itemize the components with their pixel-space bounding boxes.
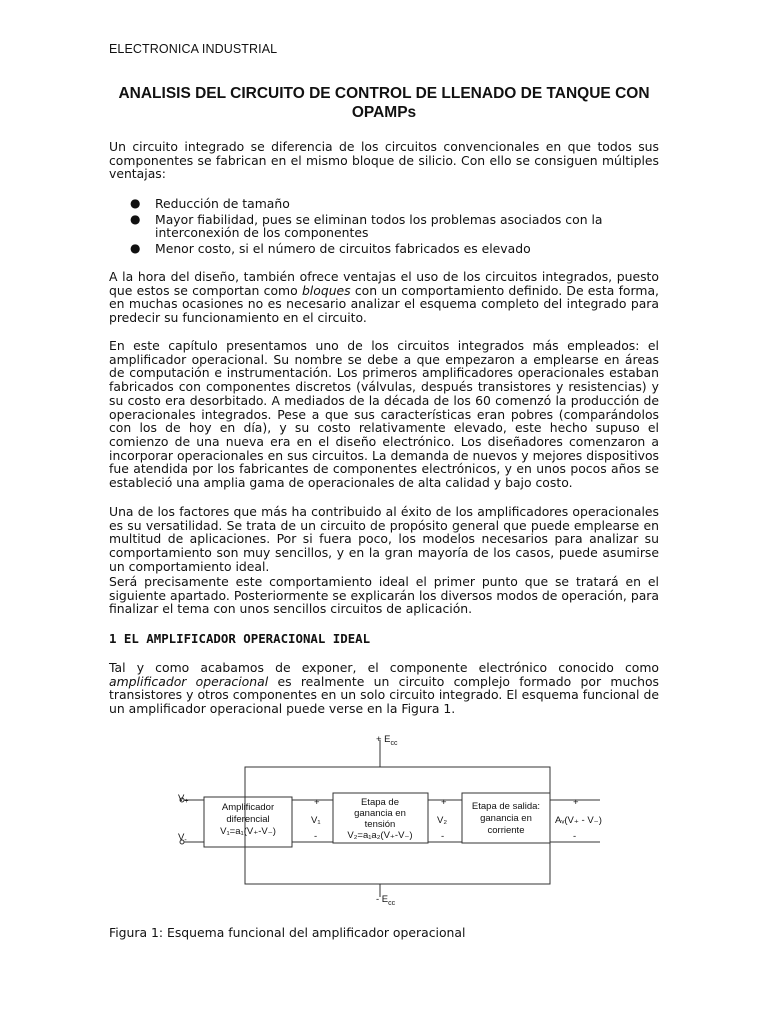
running-header: ELECTRONICA INDUSTRIAL xyxy=(109,42,278,56)
ecc-top-label: + $E_{cc}$ xyxy=(376,734,398,747)
paragraph-history: En este capítulo presentamos uno de los circuitos integrados más empleados: el amplificador operacional. Su nombre se debe a que empezaron a emplearse en áreas de computación e instrumentación. Los primeros amplificadores operacionales estaban fabricados con componentes discretos (válvulas, después transistores y resistencias) y su costo era desorbitado. A mediados de la década de los 60 comenzó la producción de operacionales integrados. Pese a que sus características eran pobres (comparándolos con los de hoy en día), y su costo relativamente elevado, este hecho supuso el comienzo de una nueva era en el diseño electrónico. Los diseñadores comenzaron a incorporar operacionales en sus circuitos. La demanda de nuevos y mejores dispositivos fue atendida por los fabricantes de componentes electrónicos, y en unos pocos años se estableció una amplia gama de operacionales de alta calidad y bajo costo. xyxy=(109,338,659,491)
output-label: Aᵥ(V₊ - V₋) xyxy=(555,815,602,826)
paragraph-design: A la hora del diseño, también ofrece ventajas el uso de los circuitos integrados, puesto que estos se comportan como bloques con un comportamiento definido. De esta forma, en muchas ocasiones no es necesario analizar el esquema completo del integrado para predecir su funcionamiento en el circuito. xyxy=(109,269,659,326)
v2-plus: + xyxy=(441,797,447,808)
block2-line3: tensión xyxy=(364,819,396,830)
section-heading: 1 EL AMPLIFICADOR OPERACIONAL IDEAL xyxy=(109,631,371,646)
intro-paragraph: Un circuito integrado se diferencia de los circuitos convencionales en que todos sus componentes se fabrican en el mismo bloque de silicio. Con ello se consiguen múltiples ventajas: xyxy=(109,139,659,182)
v2-minus: - xyxy=(441,831,445,842)
block2-line4: V₂=a₁a₂(V₊-V₋) xyxy=(347,830,413,841)
block2-line1: Etapa de xyxy=(360,797,400,808)
block1-line2: diferencial xyxy=(226,814,270,825)
document-title: ANALISIS DEL CIRCUITO DE CONTROL DE LLENADO DE TANQUE CON OPAMPs xyxy=(118,85,650,121)
block3-line3: corriente xyxy=(487,825,525,836)
advantages-list xyxy=(109,197,659,258)
paragraph-opamp: Tal y como acabamos de exponer, el componente electrónico conocido como amplificador operacional es realmente un circuito complejo formado por muchos transistores y otros componentes en un solo circuito integrado. El esquema funcional de un amplificador operacional puede verse en la Figura 1. xyxy=(109,660,659,717)
v1-minus: - xyxy=(314,831,318,842)
list-item: ● Menor costo, si el número de circuitos fabricados es elevado xyxy=(130,241,531,257)
block3-line1: Etapa de salida: xyxy=(471,801,541,812)
out-minus: - xyxy=(573,831,577,842)
bullet-icon: ● xyxy=(130,241,141,256)
v1-label: V₁ xyxy=(311,815,321,826)
paragraph-outline: Será precisamente este comportamiento ideal el primer punto que se tratará en el siguiente apartado. Posteriormente se explicarán los diversos modos de operación, para finalizar el tema con unos sencillos circuitos de aplicación. xyxy=(109,574,659,617)
out-plus: + xyxy=(573,797,579,808)
opamp-block-diagram xyxy=(170,730,610,910)
block3-line2: ganancia en xyxy=(480,813,532,824)
bullet-icon: ● xyxy=(130,196,141,210)
input-minus-label: $V_-$ xyxy=(178,832,187,844)
paragraph-versatility: Una de los factores que más ha contribuido al éxito de los amplificadores operacionales es su versatilidad. Se trata de un circuito de propósito general que puede emplearse en multitud de aplicaciones. Por si fuera poco, los modelos necesarios para analizar su comportamiento son muy sencillos, y en la gran mayoría de los casos, puede asumirse un comportamiento ideal. xyxy=(109,504,659,574)
list-item: ● Reducción de tamaño xyxy=(130,196,290,211)
v1-plus: + xyxy=(314,797,320,808)
ecc-bottom-label: - $E_{cc}$ xyxy=(376,894,396,907)
bullet-icon: ● xyxy=(130,211,141,226)
input-plus-label: $V_+$ xyxy=(178,793,189,805)
figure-caption: Figura 1: Esquema funcional del amplificador operacional xyxy=(109,925,466,940)
diagram-svg xyxy=(170,730,610,910)
v2-label: V₂ xyxy=(437,815,448,826)
block2-line2: ganancia en xyxy=(354,808,406,819)
block1-line1: Amplificador xyxy=(221,802,275,813)
block1-line3: V₁=a₁(V₊-V₋) xyxy=(220,826,276,837)
list-item: ● Mayor fiabilidad, pues se eliminan todos los problemas asociados con la interconexión de los componentes xyxy=(130,211,603,241)
